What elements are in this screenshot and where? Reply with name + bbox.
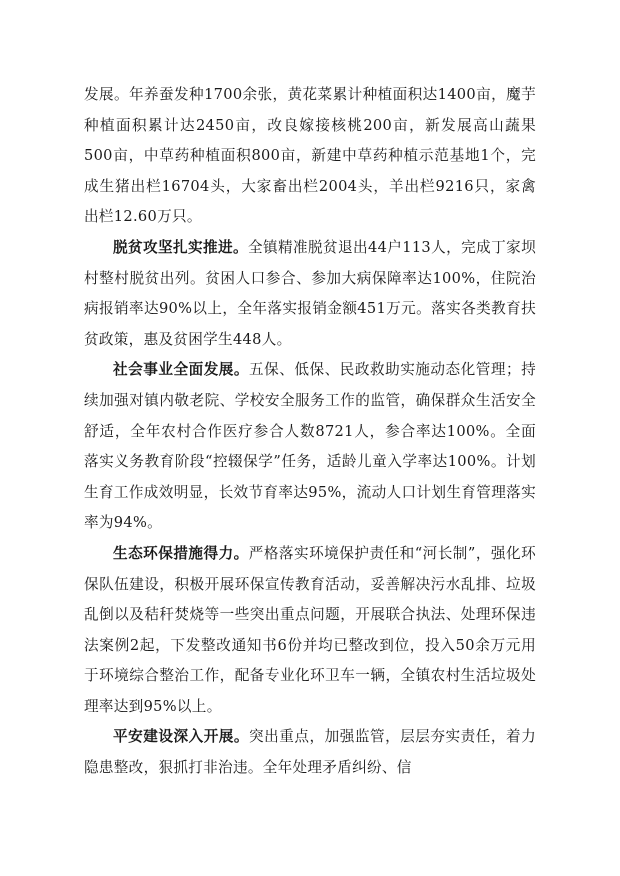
paragraph-lead: 平安建设深入开展。 [113, 728, 250, 746]
paragraph-lead: 脱贫攻坚扎实推进。 [113, 238, 248, 256]
paragraph-body: 全镇精准脱贫退出44户113人，完成丁家坝村整村脱贫出列。贫困人口参合、参加大病保障率达100%，住院治病报销率达90%以上，全年落实报销金额451万元。落实各类教育扶贫政策，惠及贫困学生448人。 [84, 238, 537, 348]
paragraph-public-safety [84, 722, 536, 783]
paragraph-social-affairs [84, 355, 536, 539]
paragraph-body: 严格落实环境保护责任和“河长制”，强化环保队伍建设，积极开展环保宣传教育活动，妥善解决污水乱排、垃圾乱倒以及秸秆焚烧等一些突出重点问题，开展联合执法、处理环保违法案例2起，下发整改通知书6份并均已整改到位，投入50余万元用于环境综合整治工作，配备专业化环卫车一辆，全镇农村生活垃圾处理率达到95%以上。 [84, 544, 536, 715]
paragraph-body: 发展。年养蚕发种1700余张，黄花菜累计种植面积达1400亩，魔芋种植面积累计达2450亩，改良嫁接核桃200亩，新发展高山蔬果500亩，中草药种植面积800亩，新建中草药种植示范基地1个，完成生猪出栏16704头，大家畜出栏2004头，羊出栏9216只，家禽出栏12.60万只。 [84, 86, 536, 226]
paragraph-body: 五保、低保、民政救助实施动态化管理；持续加强对镇内敬老院、学校安全服务工作的监管，确保群众生活安全舒适，全年农村合作医疗参合人数8721人，参合率达100%。全面落实义务教育阶段“控辍保学”任务，适龄儿童入学率达100%。计划生育工作成效明显，长效节育率达95%，流动人口计划生育管理落实率为94%。 [84, 361, 537, 532]
paragraph-lead: 生态环保措施得力。 [113, 544, 249, 562]
paragraph-poverty-alleviation [84, 233, 536, 355]
paragraph-agriculture [84, 80, 536, 233]
paragraph-body: 突出重点，加强监管，层层夯实责任，着力隐患整改，狠抓打非治违。全年处理矛盾纠纷、信 [84, 728, 537, 777]
paragraph-lead: 社会事业全面发展。 [113, 361, 250, 379]
paragraph-ecology [84, 539, 536, 723]
document-page [84, 80, 536, 784]
